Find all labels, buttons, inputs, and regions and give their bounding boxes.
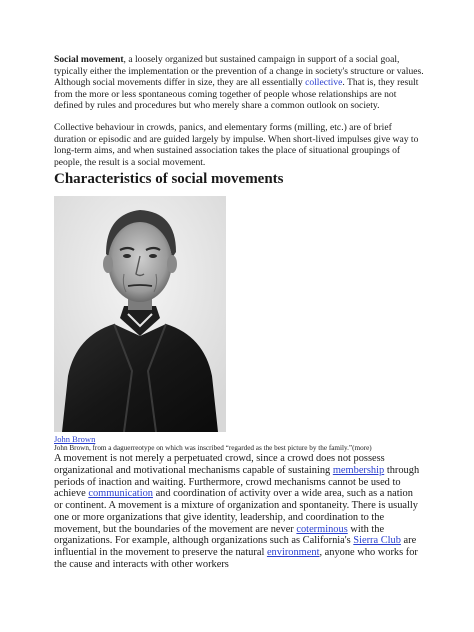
- movement-text-3: and coordination of activity over a wide area, such as a nation or continent. A movement is a mixture of organization and spontaneity. There is usually one or more organizations that give identity, leadership, and coordination to the movement, but the boundaries of the movement are never: [54, 488, 418, 535]
- section-heading: Characteristics of social movements: [54, 171, 284, 188]
- movement-text-4: with the organizations. For example, although organizations such as California's: [54, 523, 385, 547]
- document-page: [54, 54, 424, 570]
- link-collective[interactable]: collective: [305, 77, 343, 89]
- term-social-movement: Social movement: [54, 54, 124, 65]
- intro-text-b: . That is, they result from the more or less spontaneous coming together of people whose relationships are not defined by rules and procedures but who merely share a common outlook on society.: [54, 77, 419, 112]
- link-environment[interactable]: environment: [266, 546, 320, 558]
- movement-text-6: , anyone who works for the cause and interacts with other workers: [54, 546, 418, 570]
- link-membership[interactable]: membership: [332, 465, 385, 477]
- movement-text-2: through periods of inaction and waiting. Furthermore, crowd mechanisms cannot be used to achieve: [54, 465, 420, 500]
- link-john-brown[interactable]: John Brown: [54, 434, 96, 445]
- intro-text-a: , a loosely organized but sustained campaign in support of a social goal, typically either the implementation or the prevention of a change in society's structure or values. Although social movements differ in size, they are all essentially: [54, 54, 424, 89]
- john-brown-portrait-image: [54, 196, 226, 432]
- movement-text-1: A movement is not merely a perpetuated crowd, since a crowd does not possess organizational and motivational mechanisms capable of sustaining: [54, 453, 385, 477]
- movement-text-5: are influential in the movement to preserve the natural: [54, 535, 417, 558]
- photo-caption: John Brown, from a daguerreotype on which was inscribed “regarded as the best picture by the family.”(more): [54, 444, 372, 453]
- link-coterminous[interactable]: coterminous: [296, 523, 348, 535]
- intro-paragraph: [54, 54, 424, 112]
- john-brown-photo: [54, 196, 226, 432]
- movement-paragraph: [54, 453, 424, 570]
- link-communication[interactable]: communication: [88, 488, 153, 500]
- collective-behaviour-paragraph: Collective behaviour in crowds, panics, and elementary forms (milling, etc.) are of brief duration or episodic and are guided largely by impulse. When short-lived impulses give way to long-term aims, and when sustained association takes the place of situational groupings of people, the result is a social movement.: [54, 121, 419, 168]
- link-sierra-club[interactable]: Sierra Club: [353, 535, 401, 547]
